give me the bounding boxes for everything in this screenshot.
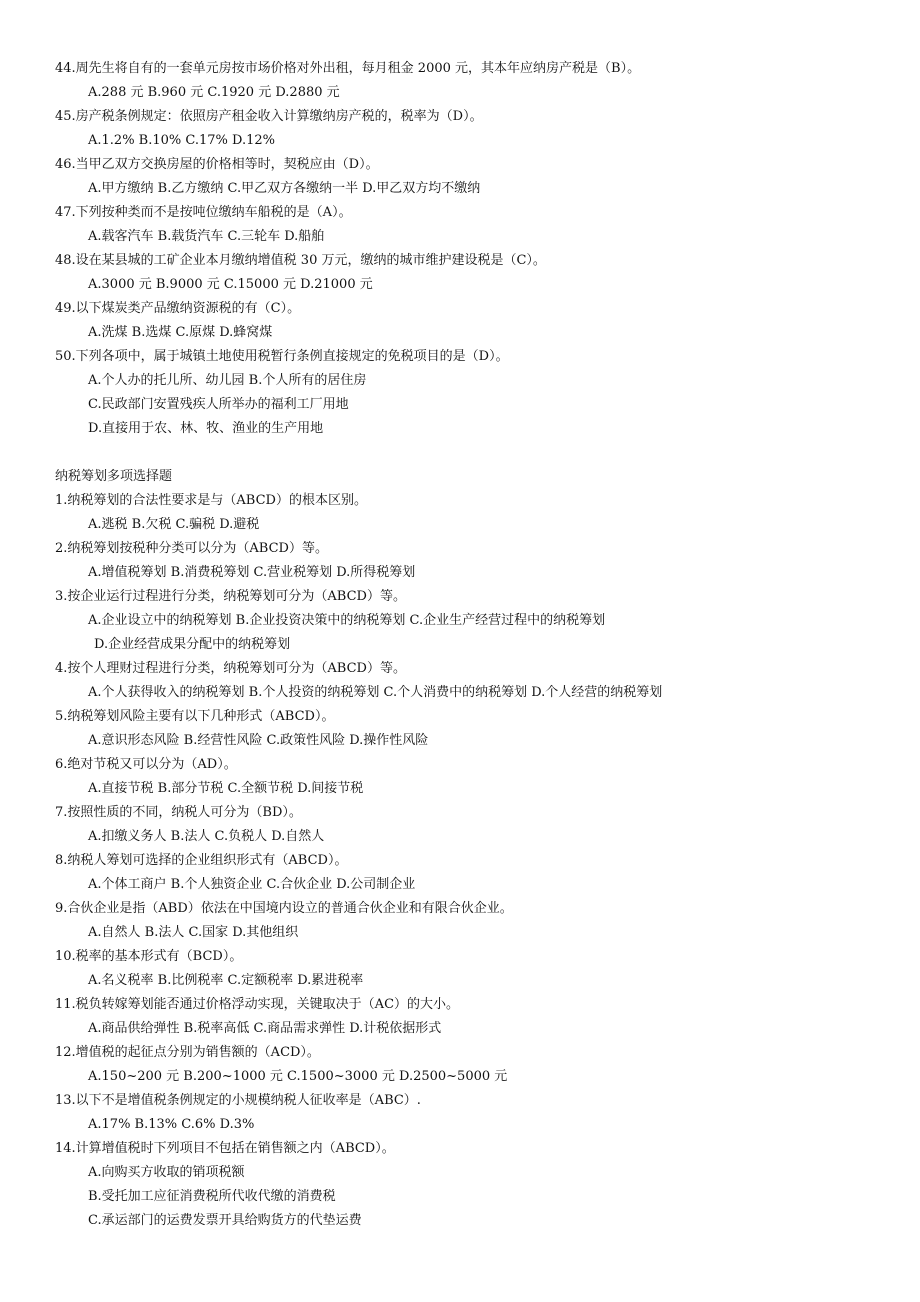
multi-question-7-options: A.扣缴义务人 B.法人 C.负税人 D.自然人 <box>88 829 325 844</box>
question-50-option-c: C.民政部门安置残疾人所举办的福利工厂用地 <box>88 397 349 412</box>
multi-question-4-options: A.个人获得收入的纳税筹划 B.个人投资的纳税筹划 C.个人消费中的纳税筹划 D.个人经营的纳税筹划 <box>88 685 663 700</box>
multi-question-14-option-a: A.向购买方收取的销项税额 <box>88 1165 245 1180</box>
multi-question-5-options: A.意识形态风险 B.经营性风险 C.政策性风险 D.操作性风险 <box>88 733 429 748</box>
question-50-options-ab: A.个人办的托儿所、幼儿园 B.个人所有的居住房 <box>88 373 367 388</box>
multi-question-13: 13.以下不是增值税条例规定的小规模纳税人征收率是（ABC）. <box>55 1093 421 1108</box>
multi-question-1: 1.纳税筹划的合法性要求是与（ABCD）的根本区别。 <box>55 493 367 508</box>
multi-question-11-options: A.商品供给弹性 B.税率高低 C.商品需求弹性 D.计税依据形式 <box>88 1021 442 1036</box>
multi-question-13-options: A.17% B.13% C.6% D.3% <box>88 1117 255 1132</box>
question-45: 45.房产税条例规定：依照房产租金收入计算缴纳房产税的，税率为（D）。 <box>55 109 483 124</box>
multi-question-6-options: A.直接节税 B.部分节税 C.全额节税 D.间接节税 <box>88 781 364 796</box>
multi-question-9-options: A.自然人 B.法人 C.国家 D.其他组织 <box>88 925 299 940</box>
multi-question-11: 11.税负转嫁筹划能否通过价格浮动实现，关键取决于（AC）的大小。 <box>55 997 460 1012</box>
multi-question-8: 8.纳税人筹划可选择的企业组织形式有（ABCD）。 <box>55 853 348 868</box>
question-47-options: A.载客汽车 B.载货汽车 C.三轮车 D.船舶 <box>88 229 325 244</box>
multi-question-14-option-b: B.受托加工应征消费税所代收代缴的消费税 <box>88 1189 336 1204</box>
question-48-options: A.3000 元 B.9000 元 C.15000 元 D.21000 元 <box>88 277 373 292</box>
multi-question-3-options: A.企业设立中的纳税筹划 B.企业投资决策中的纳税筹划 C.企业生产经营过程中的纳税筹划 <box>88 613 606 628</box>
question-49-options: A.洗煤 B.选煤 C.原煤 D.蜂窝煤 <box>88 325 273 340</box>
multi-question-1-options: A.逃税 B.欠税 C.骗税 D.避税 <box>88 517 260 532</box>
multi-question-9: 9.合伙企业是指（ABD）依法在中国境内设立的普通合伙企业和有限合伙企业。 <box>55 901 513 916</box>
multi-question-14-option-c: C.承运部门的运费发票开具给购货方的代垫运费 <box>88 1213 362 1228</box>
question-50-option-d: D.直接用于农、林、牧、渔业的生产用地 <box>88 421 324 436</box>
question-46-options: A.甲方缴纳 B.乙方缴纳 C.甲乙双方各缴纳一半 D.甲乙双方均不缴纳 <box>88 181 481 196</box>
multi-question-6: 6.绝对节税又可以分为（AD）。 <box>55 757 237 772</box>
multi-question-10-options: A.名义税率 B.比例税率 C.定额税率 D.累进税率 <box>88 973 364 988</box>
multi-question-8-options: A.个体工商户 B.个人独资企业 C.合伙企业 D.公司制企业 <box>88 877 416 892</box>
multi-question-2-options: A.增值税筹划 B.消费税筹划 C.营业税筹划 D.所得税筹划 <box>88 565 416 580</box>
multi-question-5: 5.纳税筹划风险主要有以下几种形式（ABCD）。 <box>55 709 335 724</box>
section-gap <box>0 441 920 465</box>
multi-question-14: 14.计算增值税时下列项目不包括在销售额之内（ABCD）。 <box>55 1141 395 1156</box>
question-44: 44.周先生将自有的一套单元房按市场价格对外出租，每月租金 2000 元，其本年应纳房产税是（B）。 <box>55 61 641 76</box>
section-title: 纳税筹划多项选择题 <box>55 469 173 484</box>
question-50: 50.下列各项中，属于城镇土地使用税暂行条例直接规定的免税项目的是（D）。 <box>55 349 509 364</box>
question-45-options: A.1.2% B.10% C.17% D.12% <box>88 133 276 148</box>
question-47: 47.下列按种类而不是按吨位缴纳车船税的是（A）。 <box>55 205 352 220</box>
question-49: 49.以下煤炭类产品缴纳资源税的有（C）。 <box>55 301 301 316</box>
multi-question-12-options: A.150~200 元 B.200~1000 元 C.1500~3000 元 D.2500~5000 元 <box>88 1069 508 1084</box>
multi-question-3-option-d: D.企业经营成果分配中的纳税筹划 <box>94 637 291 652</box>
multi-question-7: 7.按照性质的不同，纳税人可分为（BD）。 <box>55 805 302 820</box>
question-46: 46.当甲乙双方交换房屋的价格相等时，契税应由（D）。 <box>55 157 379 172</box>
multi-question-4: 4.按个人理财过程进行分类，纳税筹划可分为（ABCD）等。 <box>55 661 406 676</box>
question-44-options: A.288 元 B.960 元 C.1920 元 D.2880 元 <box>88 85 340 100</box>
multi-question-10: 10.税率的基本形式有（BCD）。 <box>55 949 243 964</box>
document-page <box>0 57 920 1233</box>
multi-question-3: 3.按企业运行过程进行分类，纳税筹划可分为（ABCD）等。 <box>55 589 406 604</box>
question-48: 48.设在某县城的工矿企业本月缴纳增值税 30 万元，缴纳的城市维护建设税是（C）。 <box>55 253 546 268</box>
multi-question-12: 12.增值税的起征点分别为销售额的（ACD）。 <box>55 1045 320 1060</box>
multi-question-2: 2.纳税筹划按税种分类可以分为（ABCD）等。 <box>55 541 328 556</box>
